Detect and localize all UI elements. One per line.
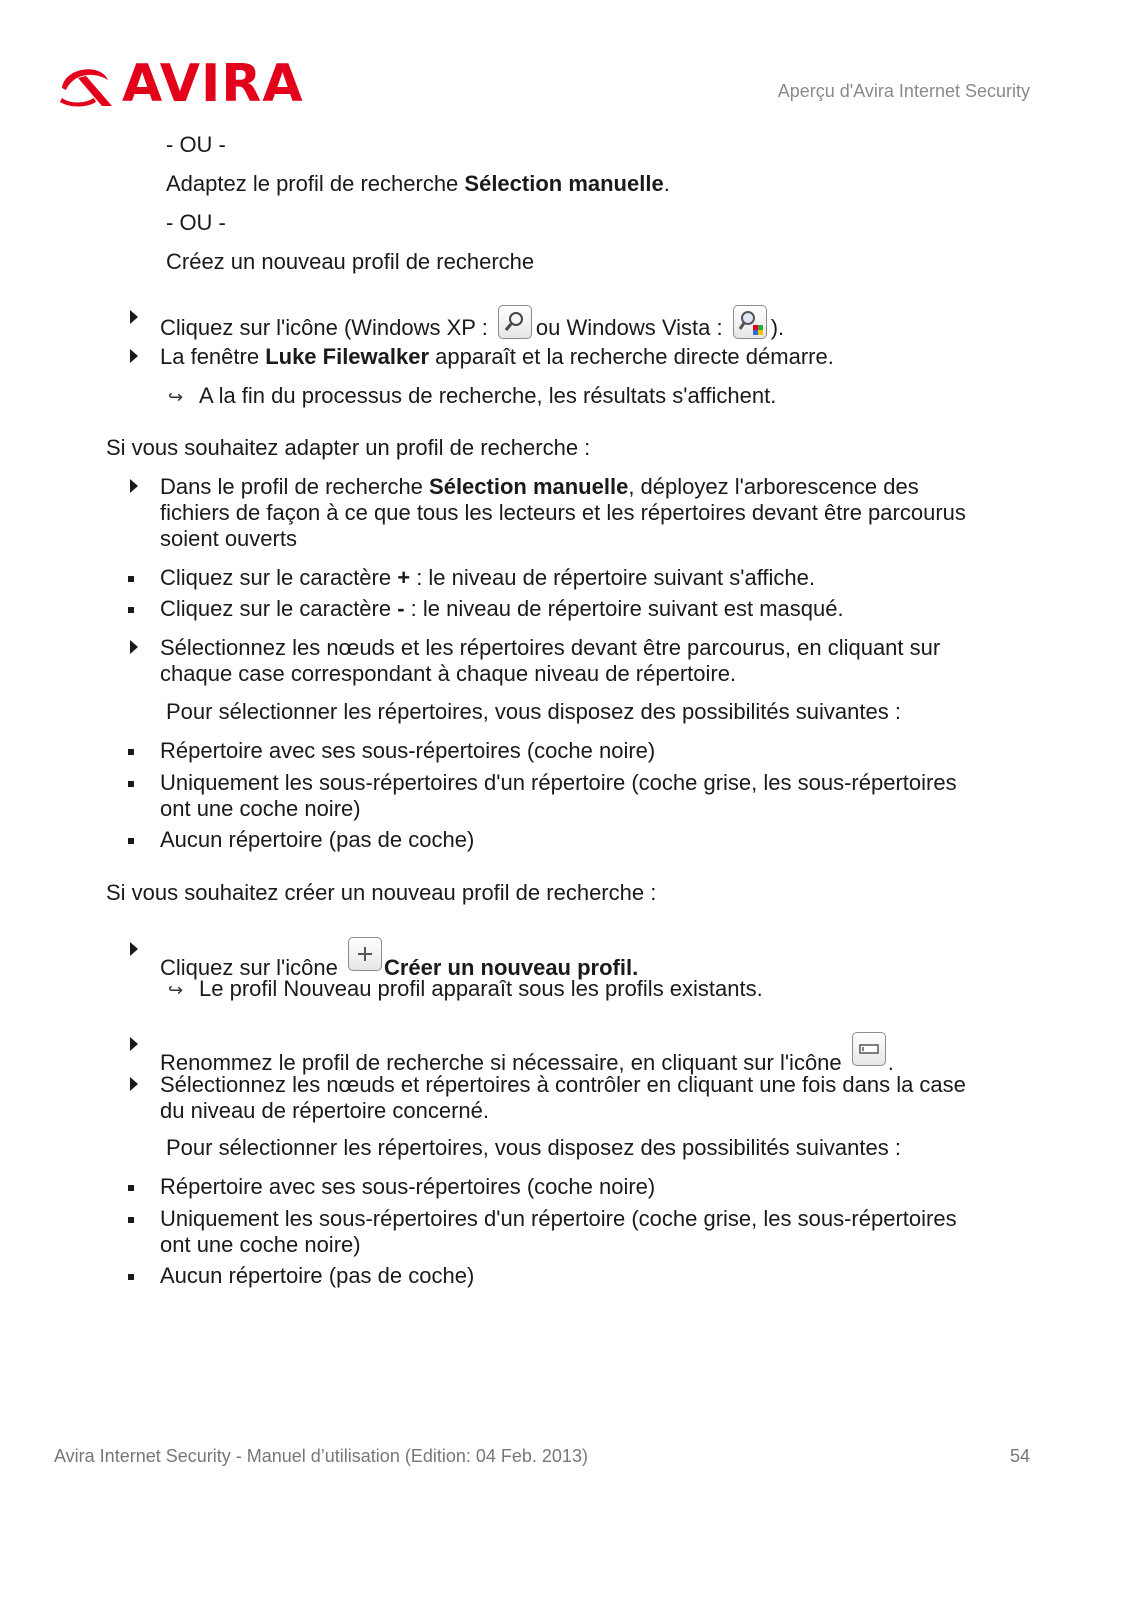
or-separator: - OU - [166,132,226,157]
result-arrow-icon: ↪ [168,980,184,1000]
rename-line [160,1032,894,1076]
window-post: apparaît et la recherche directe démarre. [429,344,834,369]
adapt-text: Adaptez le profil de recherche [166,171,465,196]
adapt-heading: Si vous souhaitez adapter un profil de recherche : [106,435,591,460]
search-vista-icon[interactable] [733,305,767,339]
create-profile-line: Créez un nouveau profil de recherche [166,249,535,274]
bullet-square-icon [128,607,134,613]
bullet-square-icon [128,1274,134,1280]
select2-line-2: du niveau de répertoire concerné. [160,1098,489,1123]
select1-line-2: chaque case correspondant à chaque niveau de répertoire. [160,661,737,686]
click-icon-text: Cliquez sur l'icône (Windows XP : [160,315,494,340]
opt1-a: Répertoire avec ses sous-répertoires (coche noire) [160,738,656,763]
bullet-square-icon [128,1217,134,1223]
adapt-profile-line [166,171,670,197]
search-icon[interactable] [498,305,532,339]
minus-post: : le niveau de répertoire suivant est masqué. [404,596,844,621]
bullet-square-icon [128,781,134,787]
deploy-line-3: soient ouverts [160,526,297,551]
bullet-triangle-icon [130,479,138,493]
avira-logo [56,54,304,114]
window-pre: La fenêtre [160,344,266,369]
bullet-triangle-icon [130,1077,138,1091]
new-profile-pre: Cliquez sur l'icône [160,955,344,980]
bullet-triangle-icon [130,640,138,654]
select1-line-1: Sélectionnez les nœuds et les répertoires devant être parcourus, en cliquant sur [160,635,941,660]
bullet-triangle-icon [130,349,138,363]
adapt-bold: Sélection manuelle [464,171,664,196]
opt1-c: Aucun répertoire (pas de coche) [160,827,475,852]
minus-pre: Cliquez sur le caractère [160,596,398,621]
opt2-b-line-1: Uniquement les sous-répertoires d'un répertoire (coche grise, les sous-répertoires [160,1206,957,1231]
minus-line [160,596,844,622]
click-icon-line [160,305,784,341]
options2-text: Pour sélectionner les répertoires, vous disposez des possibilités suivantes : [166,1135,901,1160]
avira-umbrella-logo-icon [56,58,118,110]
deploy-pre: Dans le profil de recherche [160,474,430,499]
opt2-a: Répertoire avec ses sous-répertoires (coche noire) [160,1174,656,1199]
rename-icon[interactable] [852,1032,886,1066]
rename-post: . [887,1050,894,1075]
bullet-triangle-icon [130,942,138,956]
result-arrow-icon: ↪ [168,387,184,407]
result-text: A la fin du processus de recherche, les résultats s'affichent. [199,383,777,408]
bullet-triangle-icon [130,1037,138,1051]
bullet-triangle-icon [130,310,138,324]
header-title: Aperçu d'Avira Internet Security [777,81,1030,101]
footer-text: Avira Internet Security - Manuel d’utilisation (Edition: 04 Feb. 2013) [54,1446,588,1466]
plus-post: : le niveau de répertoire suivant s'affiche. [410,565,815,590]
new-profile-result: Le profil Nouveau profil apparaît sous les profils existants. [199,976,763,1001]
opt1-b-line-1: Uniquement les sous-répertoires d'un répertoire (coche grise, les sous-répertoires [160,770,957,795]
or-separator: - OU - [166,210,226,235]
click-icon-mid: ou Windows Vista : [535,315,729,340]
deploy-post: , déployez l'arborescence des [628,474,919,499]
opt2-b-line-2: ont une coche noire) [160,1232,361,1257]
window-bold: Luke Filewalker [265,344,430,369]
deploy-line-1 [160,474,919,500]
create-heading: Si vous souhaitez créer un nouveau profil de recherche : [106,880,657,905]
options1-text: Pour sélectionner les répertoires, vous disposez des possibilités suivantes : [166,699,901,724]
select2-line-1: Sélectionnez les nœuds et répertoires à contrôler en cliquant une fois dans la case [160,1072,966,1097]
new-profile-line [160,937,638,981]
plus-pre: Cliquez sur le caractère [160,565,398,590]
new-profile-bold: Créer un nouveau profil. [383,955,639,980]
bullet-square-icon [128,1185,134,1191]
rename-pre: Renommez le profil de recherche si nécessaire, en cliquant sur l'icône [160,1050,848,1075]
deploy-bold: Sélection manuelle [429,474,629,499]
click-icon-post: ). [770,315,785,340]
deploy-line-2: fichiers de façon à ce que tous les lecteurs et les répertoires devant être parcourus [160,500,966,525]
opt2-c: Aucun répertoire (pas de coche) [160,1263,475,1288]
minus-symbol: - [397,596,405,621]
window-line [160,344,834,370]
logo-text: AVIRA [122,54,304,114]
opt1-b-line-2: ont une coche noire) [160,796,361,821]
bullet-square-icon [128,838,134,844]
add-profile-icon[interactable] [348,937,382,971]
plus-symbol: + [397,565,411,590]
page-number: 54 [1009,1446,1030,1466]
bullet-square-icon [128,749,134,755]
bullet-square-icon [128,576,134,582]
adapt-post: . [663,171,670,196]
plus-line [160,565,815,591]
